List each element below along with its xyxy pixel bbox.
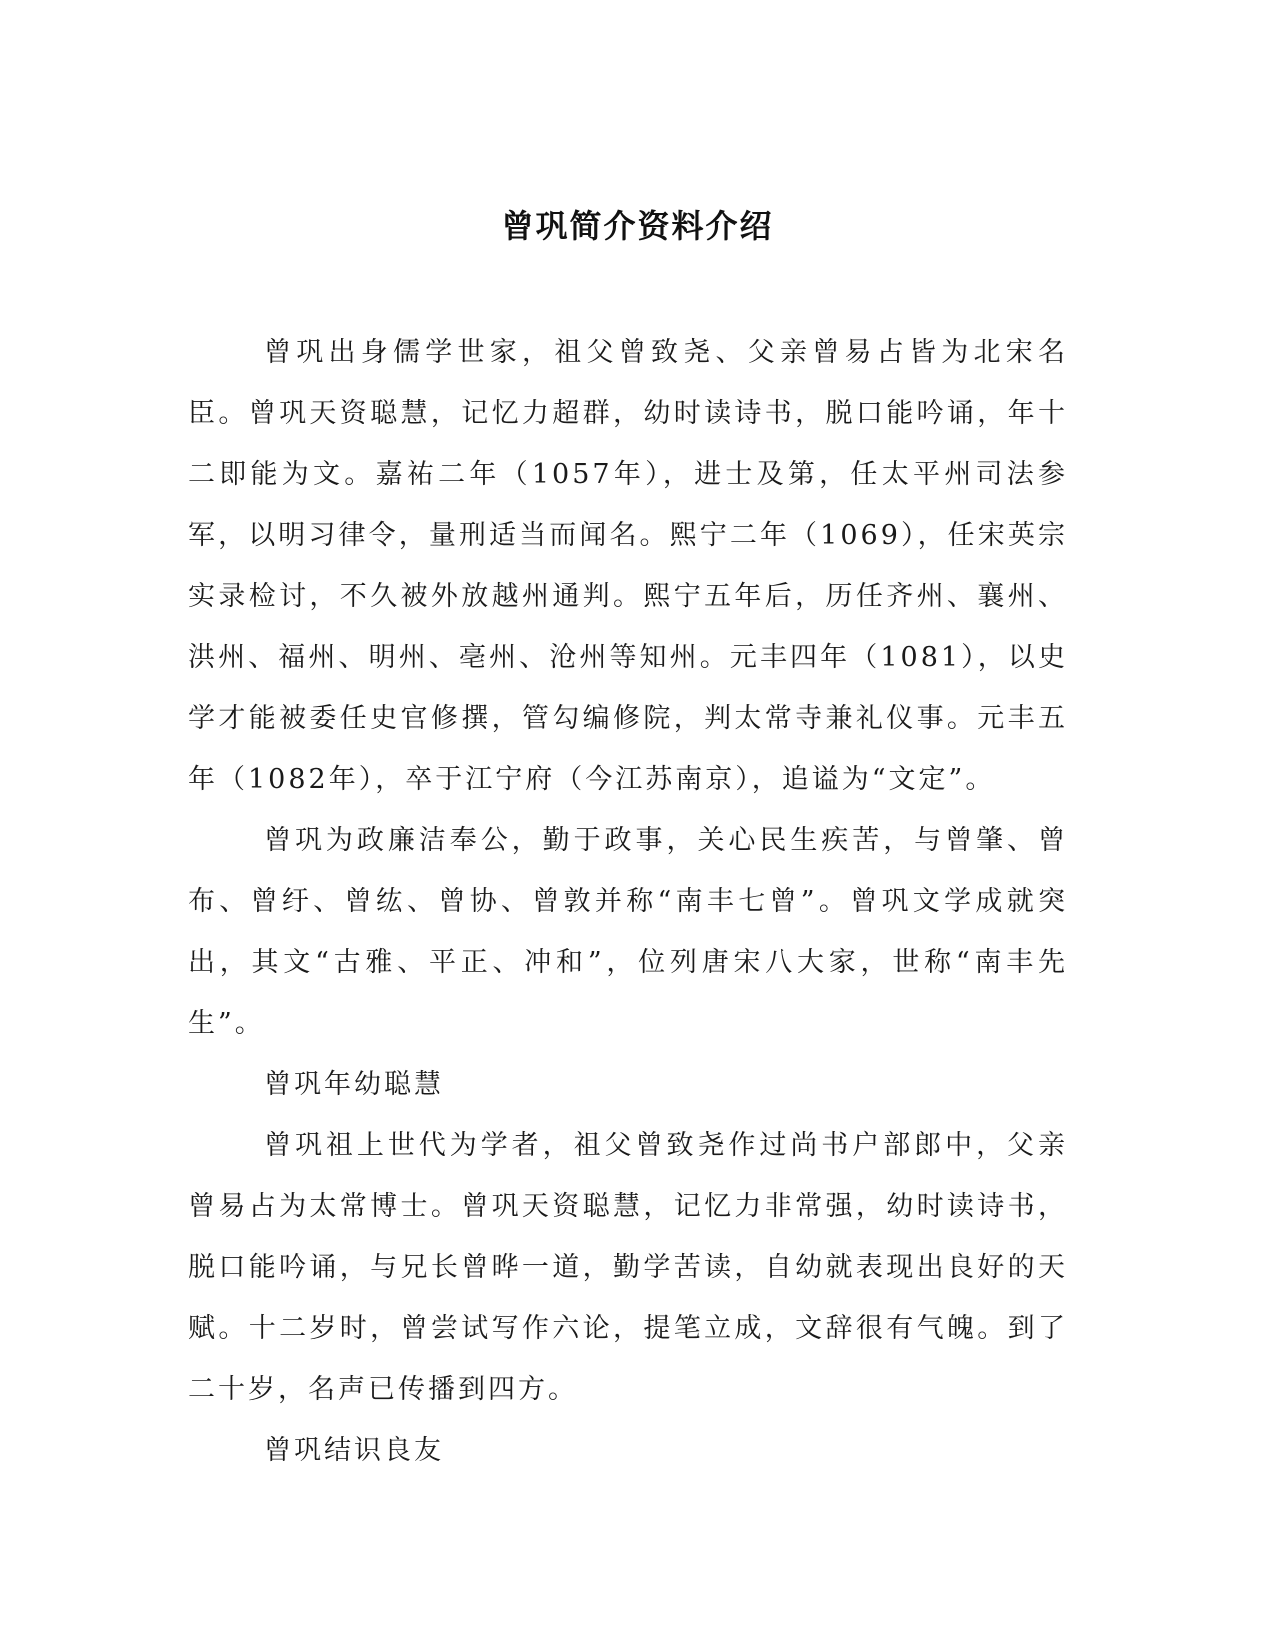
paragraph-childhood: 曾巩祖上世代为学者，祖父曾致尧作过尚书户部郎中，父亲曾易占为太常博士。曾巩天资聪慧，记忆力非常强，幼时读诗书，脱口能吟诵，与兄长曾晔一道，勤学苦读，自幼就表现出良好的天赋。十二岁时，曾尝试写作六论，提笔立成，文辞很有气魄。到了二十岁，名声已传播到四方。 [188,1130,1068,1405]
section-heading-friends: 曾巩结识良友 [264,1435,444,1466]
document-title: 曾巩简介资料介绍 [501,207,774,245]
section-heading-childhood: 曾巩年幼聪慧 [264,1069,444,1100]
paragraph-achievements: 曾巩为政廉洁奉公，勤于政事，关心民生疾苦，与曾肇、曾布、曾纡、曾纮、曾协、曾敦并称“南丰七曾”。曾巩文学成就突出，其文“古雅、平正、冲和”，位列唐宋八大家，世称“南丰先生”。 [188,825,1068,1039]
document-body [188,322,1068,1481]
paragraph-biography: 曾巩出身儒学世家，祖父曾致尧、父亲曾易占皆为北宋名臣。曾巩天资聪慧，记忆力超群，幼时读诗书，脱口能吟诵，年十二即能为文。嘉祐二年（1057年），进士及第，任太平州司法参军，以明习律令，量刑适当而闻名。熙宁二年（1069），任宋英宗实录检讨，不久被外放越州通判。熙宁五年后，历任齐州、襄州、洪州、福州、明州、亳州、沧州等知州。元丰四年（1081），以史学才能被委任史官修撰，管勾编修院，判太常寺兼礼仪事。元丰五年（1082年），卒于江宁府（今江苏南京），追谥为“文定”。 [188,337,1068,795]
